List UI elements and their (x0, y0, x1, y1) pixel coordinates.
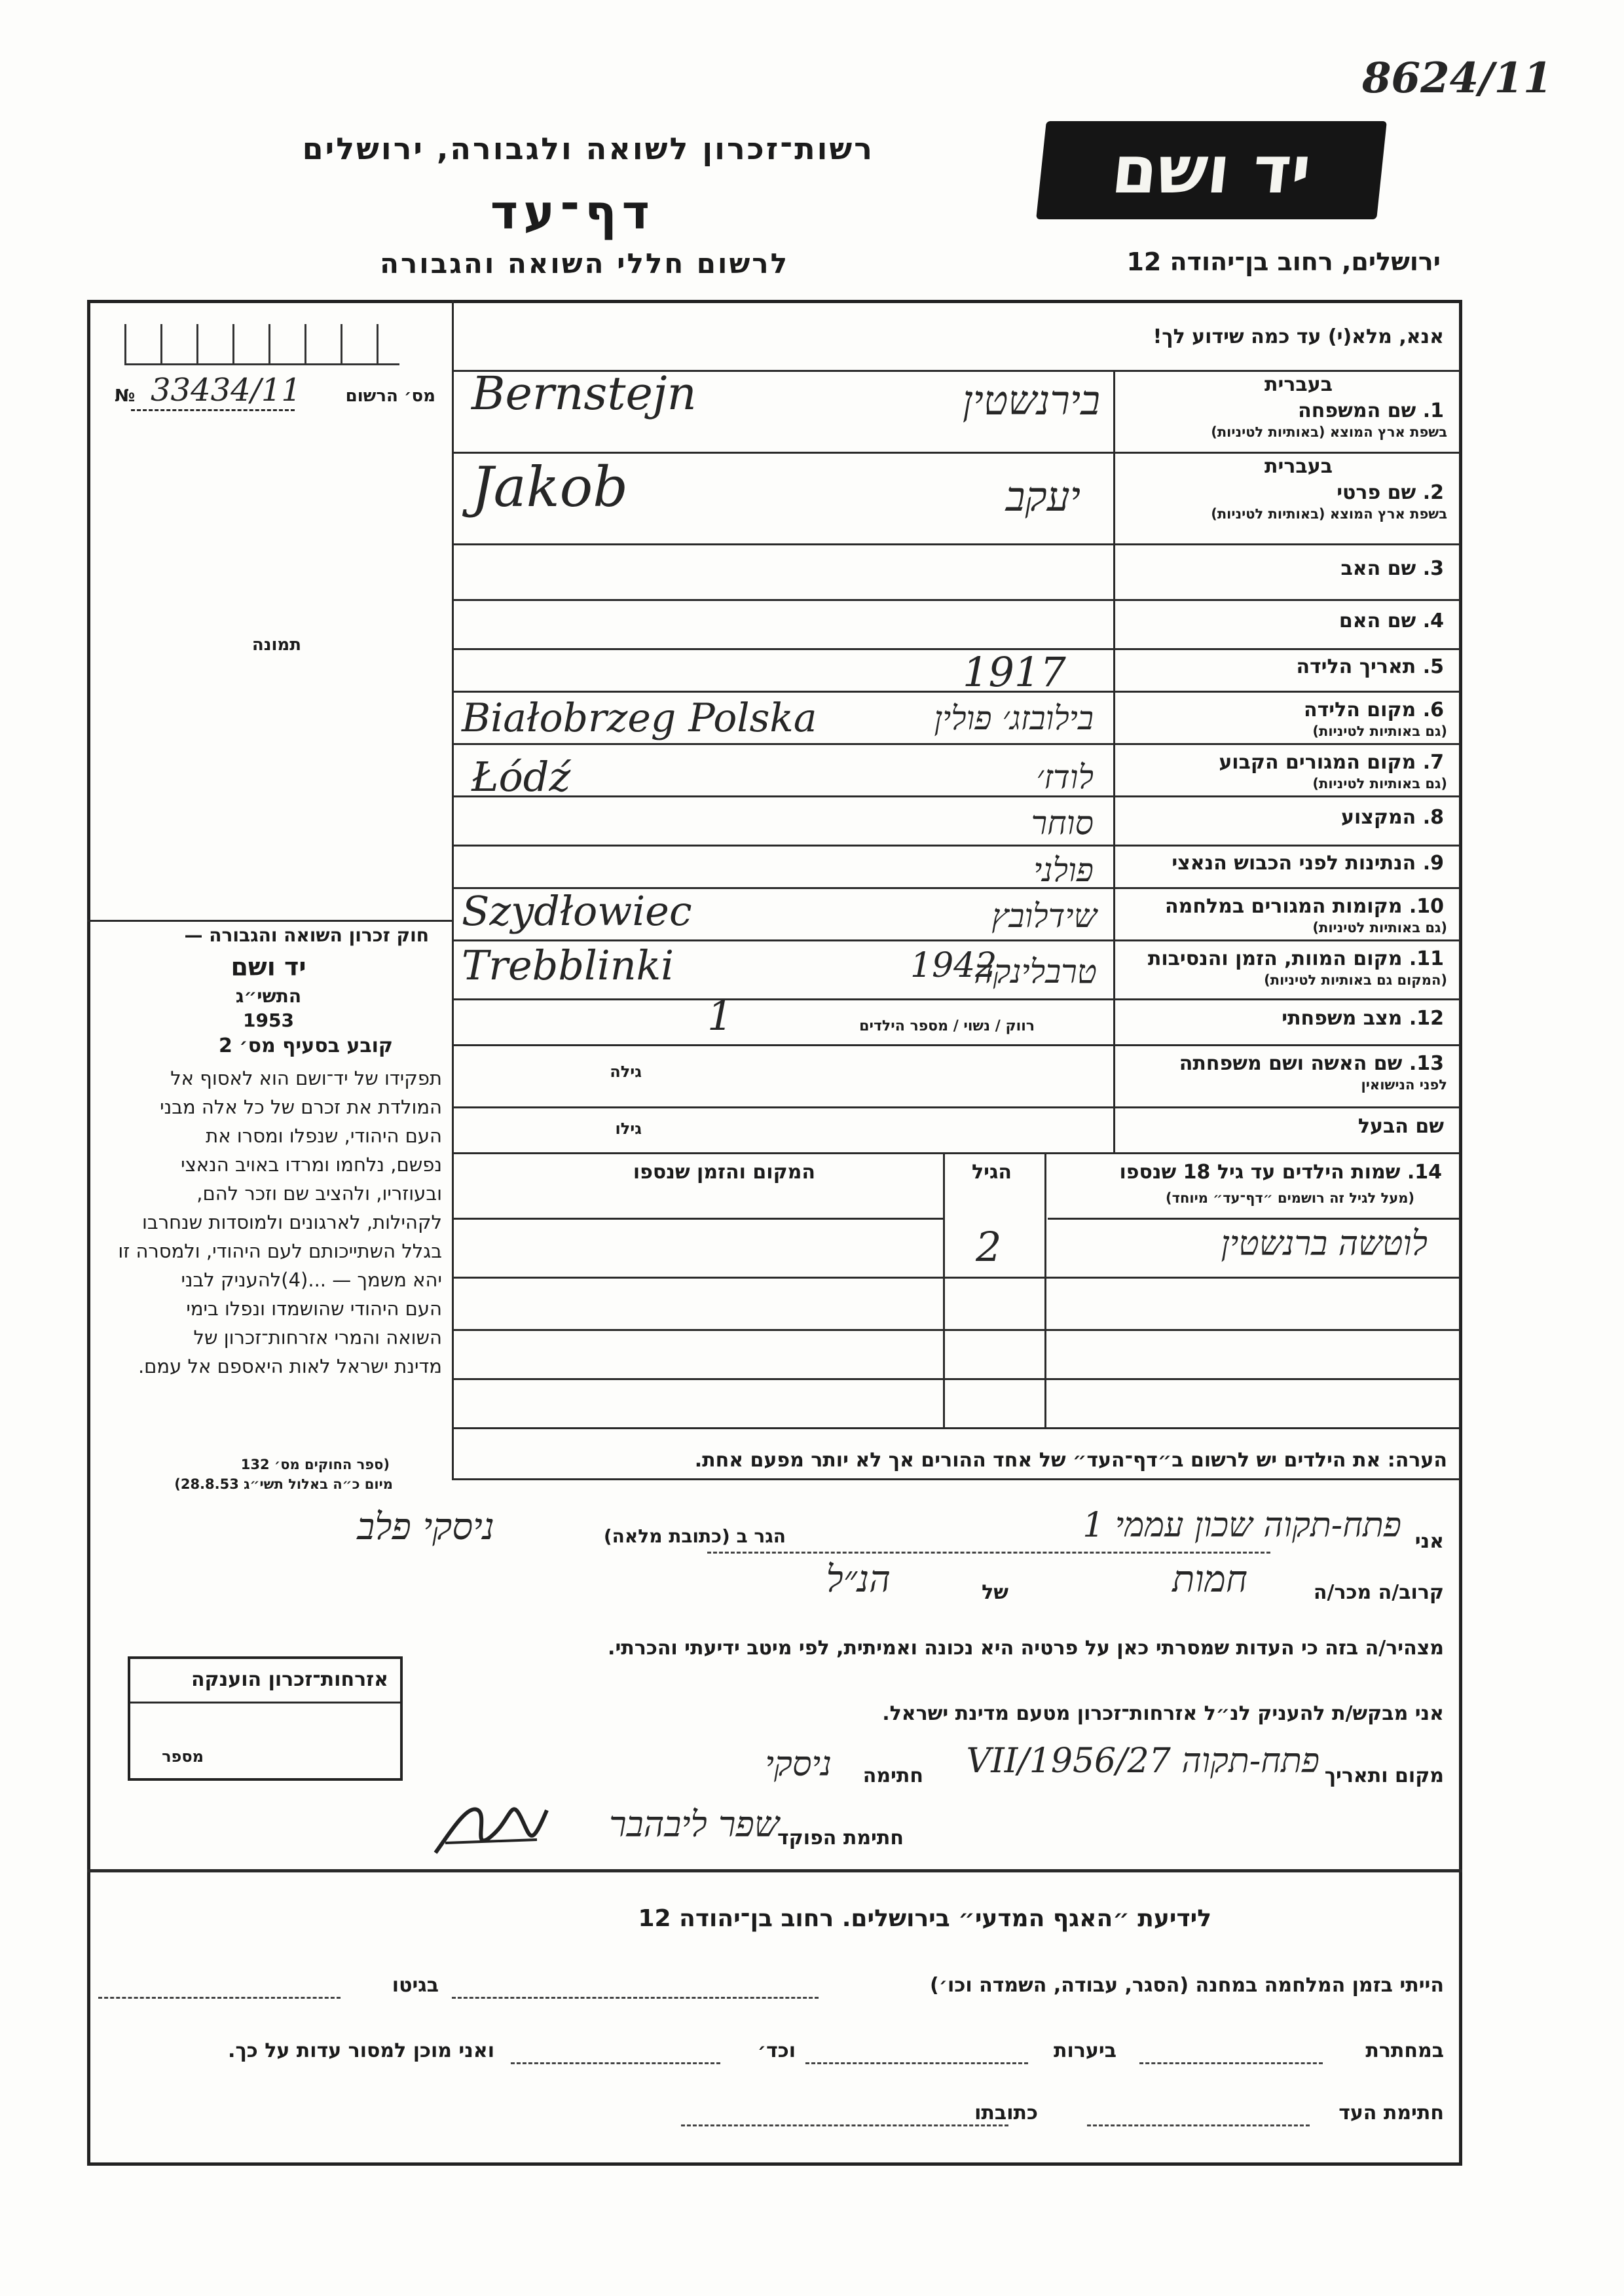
children-age-header: הגיל (972, 1161, 1012, 1184)
field-label: 4. שם האם (1338, 609, 1444, 632)
registration-prefix: № (115, 386, 136, 406)
citizenship-box-title: אזרחות־זכרון הוענקה (191, 1668, 388, 1691)
law-title: חוק זכרון השואה והגבורה — (184, 924, 429, 946)
field-note: (גם באותיות לטיניות) (1312, 776, 1447, 792)
children-col-age-left (943, 1152, 945, 1427)
relation-of-name: הנ״ל (826, 1558, 891, 1601)
address-line: ירושלים, רחוב בן־יהודה 12 (1126, 247, 1441, 276)
field-note: (גם באותיות לטיניות) (1312, 723, 1447, 739)
footer-etc-label: וכד׳ (757, 2039, 796, 2062)
wife-age-label: גילה (610, 1063, 642, 1081)
children-row-line (452, 1277, 1460, 1279)
photo-label: תמונה (251, 635, 301, 655)
law-clause: קובע בסעיף מס׳ 2 (218, 1034, 393, 1057)
citizenship-request: אני מבקש/ת להעניק לנ״ל אזרחות־זכרון מטעם מדינת ישראל. (882, 1702, 1444, 1725)
footer-testimony-label: ואני מוכן למסור עדות על כך. (228, 2039, 494, 2062)
sidebar-divider (87, 920, 452, 922)
field-label: 9. הנתינות לפני הכבוש הנאצי (1172, 851, 1444, 875)
address-underline (707, 1552, 1270, 1554)
field-row-divider (452, 1106, 1460, 1108)
footer-forests-underline (805, 2062, 1028, 2064)
occupation: סוחר (1031, 804, 1094, 842)
in-hebrew-label: בעברית (1264, 373, 1333, 396)
citizenship-box-number-label: מספר (162, 1747, 204, 1766)
firstname-latin: Jakob (471, 455, 628, 519)
husband-age-label: גילו (615, 1120, 642, 1138)
footer-witness-address-underline (681, 2124, 1008, 2126)
children-table-top (452, 1152, 1460, 1154)
surname-latin: Bernstejn (471, 367, 697, 420)
declarant-signature: ניסקי (765, 1745, 832, 1784)
field-row-divider (452, 599, 1460, 601)
footer-witness-address-label: כתובתו (974, 2102, 1038, 2124)
label-column-border (1113, 370, 1115, 1152)
children-count: 1 (707, 992, 733, 1040)
children-header-divider (1048, 1218, 1460, 1220)
remark-note: הערה: את הילדים יש לרשום ב״דף־העד״ של אחד ההורים אך לא יותר מפעם אחת. (694, 1449, 1447, 1472)
page-title: דף־עד (490, 185, 655, 240)
children-note: (מעל לגיל זה רושמים ״דף־עד״ מיוחד) (1166, 1190, 1414, 1206)
family-status-options: רווק / נשוי / מספר הילדים (859, 1018, 1035, 1034)
footer-witness-signature-label: חתימת העד (1338, 2102, 1444, 2124)
law-text-line: לקהילות, לארגונים ולמוסדות שנחרבו (142, 1211, 442, 1233)
field-note: בשפת ארץ המוצא (באותיות לטיניות) (1211, 506, 1447, 522)
field-row-divider (452, 998, 1460, 1000)
field-row-divider (452, 1044, 1460, 1046)
law-text-line: נפשם, נלחמו ומרדו באויב הנאצי (181, 1154, 442, 1176)
relation-of-label: של (982, 1581, 1008, 1604)
field-label: 11. מקום המוות, הזמן והנסיבות (1147, 947, 1444, 970)
law-year-hebrew: התשי״ג (235, 985, 302, 1007)
logo-text: יד ושם (1108, 132, 1315, 208)
birthplace-hebrew: בילובזג׳ פולין (934, 699, 1094, 737)
officer-signature-label: חתימת הפוקד (777, 1827, 904, 1850)
law-text-line: בגלל השתייכותם לעם היהודי, ולמסרה זו (118, 1240, 442, 1262)
children-table-bottom (452, 1427, 1460, 1429)
law-year: 1953 (243, 1010, 294, 1031)
registration-number: 33434/11 (151, 372, 301, 409)
death-place-hebrew: טרבלינקה (974, 953, 1097, 991)
relation-label: קרוב/ה מכר/ה (1313, 1581, 1444, 1604)
field-label: 12. מצב משפחתי (1282, 1007, 1444, 1030)
field-label: 3. שם האב (1340, 556, 1444, 580)
document-number: 8624/11 (1362, 54, 1553, 103)
form-instruction: אנא, מלא(י) עד כמה שידוע לך! (1153, 325, 1444, 348)
gazette-ref: (ספר החוקים מס׳ 132 (240, 1457, 390, 1472)
child-age: 2 (976, 1223, 1002, 1271)
field-label: 2. שם פרטי (1337, 481, 1444, 504)
footer-etc-underline (511, 2062, 720, 2064)
field-label: 5. תאריך הלידה (1296, 655, 1444, 678)
law-text-line: תפקידו של יד־ושם הוא לאסוף אל (170, 1067, 442, 1089)
field-label: 13. שם האשה ושם משפחתה (1179, 1052, 1444, 1075)
footer-underground-underline (1139, 2062, 1323, 2064)
field-row-divider (452, 691, 1460, 693)
law-text (118, 1064, 442, 1381)
field-row-divider (452, 648, 1460, 650)
field-note: (המקום גם באותיות לטיניות) (1264, 972, 1447, 988)
declarant-name: ניסקי פלב (357, 1506, 494, 1548)
registration-label: מס׳ הרשום (345, 386, 435, 406)
footer-ghetto-underline (98, 1997, 341, 1999)
footer-title: לידיעת ״האגף המדעי״ בירושלים. רחוב בן־יהודה 12 (638, 1905, 1211, 1932)
field-row-divider (452, 743, 1460, 745)
children-place-header: המקום והזמן שנספו (633, 1161, 815, 1184)
place-date: פתח-תקוה 27/VII/1956 (966, 1741, 1320, 1781)
residence-latin: Łódź (471, 753, 571, 801)
children-row-line (452, 1329, 1460, 1331)
citizenship-box (128, 1656, 403, 1781)
field-row-divider (452, 543, 1460, 545)
field-note: בשפת ארץ המוצא (באותיות לטיניות) (1211, 424, 1447, 440)
children-label: 14. שמות הילדים עד גיל 18 שנספו (1119, 1161, 1442, 1184)
footer-ghetto-label: בגיטו (392, 1974, 439, 1997)
declaration-statement: מצהיר/ה בזה כי העדות שמסרתי כאן על פרטיה היא נכונה ואמיתית, לפי מיטב ידיעתי והכרתי. (608, 1637, 1444, 1660)
law-logo: יד ושם (231, 953, 306, 981)
officer-signature: שפר ליבהבר (609, 1804, 779, 1845)
field-label: 10. מקומות המגורים במלחמה (1165, 895, 1444, 918)
field-label: 7. מקום המגורים הקבוע (1219, 751, 1444, 774)
declarant-address-label: הגר ב (כתובת מלאה) (603, 1525, 786, 1547)
left-column-border (452, 300, 454, 1478)
child-name: לוטשה ברנשטין (1221, 1224, 1428, 1264)
law-text-line: השואה והמרי אזרחות־זכרון של (193, 1326, 442, 1349)
field-note: לפני הנישואין (1361, 1077, 1447, 1093)
field-label: 8. המקצוע (1341, 805, 1444, 829)
residence-hebrew: לודז׳ (1036, 758, 1094, 796)
field-row-divider (452, 795, 1460, 797)
yad-vashem-logo (1036, 121, 1387, 219)
death-place-latin: Trebblinki (462, 941, 674, 989)
children-row-line (452, 1378, 1460, 1380)
footer-underground-label: במחתרת (1365, 2039, 1444, 2062)
law-text-line: העם היהודי, שנפלו ומסרו את (206, 1125, 442, 1147)
birthplace-latin: Białobrzeg Polska (462, 695, 817, 741)
org-line: רשות־זכרון לשואה ולגבורה, ירושלים (302, 131, 874, 166)
surname-hebrew: בירנשטין (962, 376, 1100, 424)
birth-year: 1917 (963, 648, 1066, 696)
field-row-divider (452, 452, 1460, 454)
registration-ticks (124, 324, 399, 365)
gazette-ref-2: מיום כ״ה באלול תשי״ג 28.8.53) (174, 1476, 393, 1492)
children-header-divider-left (452, 1218, 943, 1220)
field-label: 1. שם המשפחה (1298, 399, 1444, 422)
in-hebrew-label: בעברית (1264, 455, 1333, 478)
field-label: שם הבעל (1357, 1115, 1444, 1138)
field-label: 6. מקום הלידה (1304, 699, 1444, 721)
law-text-line: העם היהודי שהושמדו ונפלו בימי (186, 1298, 442, 1320)
declarant-address: פתח-תקוה שכון עממי 1 (1082, 1506, 1401, 1545)
declarant-label: אני (1414, 1530, 1444, 1553)
remark-row-bottom (452, 1478, 1460, 1480)
death-year: 1942 (910, 946, 997, 985)
field-note: (גם באותיות לטיניות) (1312, 920, 1447, 936)
signature-label: חתימה (862, 1764, 923, 1787)
children-col-age-right (1044, 1152, 1046, 1427)
nationality: פולני (1033, 851, 1094, 889)
footer-camp-underline (452, 1997, 819, 1999)
citizenship-box-divider (130, 1702, 400, 1704)
firstname-hebrew: יעקב (1005, 473, 1080, 520)
footer-camp-label: הייתי בזמן המלחמה במחנה (הסגר, עבודה, השמדה וכו׳) (930, 1974, 1444, 1997)
place-date-label: מקום ותאריך (1324, 1764, 1444, 1787)
officer-signature-scribble (432, 1791, 550, 1863)
law-text-line: מדינת ישראל לאות היאספם אל עמם. (138, 1355, 442, 1377)
footer-forests-label: ביערות (1054, 2039, 1116, 2062)
relation-value: חמות (1172, 1558, 1247, 1601)
law-text-line: המולדת את זכרם של כל אלה מבני (160, 1096, 442, 1118)
registration-underline (131, 409, 295, 411)
footer-witness-signature-underline (1087, 2124, 1310, 2126)
wartime-residence-hebrew: שידלובץ (991, 897, 1097, 935)
law-text-line: יהא משמך — ...(4)להעניק לבני (181, 1269, 442, 1291)
field-row-divider (452, 845, 1460, 847)
footer-divider (87, 1869, 1462, 1872)
law-text-line: ובעוזריו, ולהציב שם וזכר להם, (196, 1182, 442, 1205)
wartime-residence-latin: Szydłowiec (462, 887, 692, 935)
page-subtitle: לרשום חללי השואה והגבורה (380, 247, 789, 280)
